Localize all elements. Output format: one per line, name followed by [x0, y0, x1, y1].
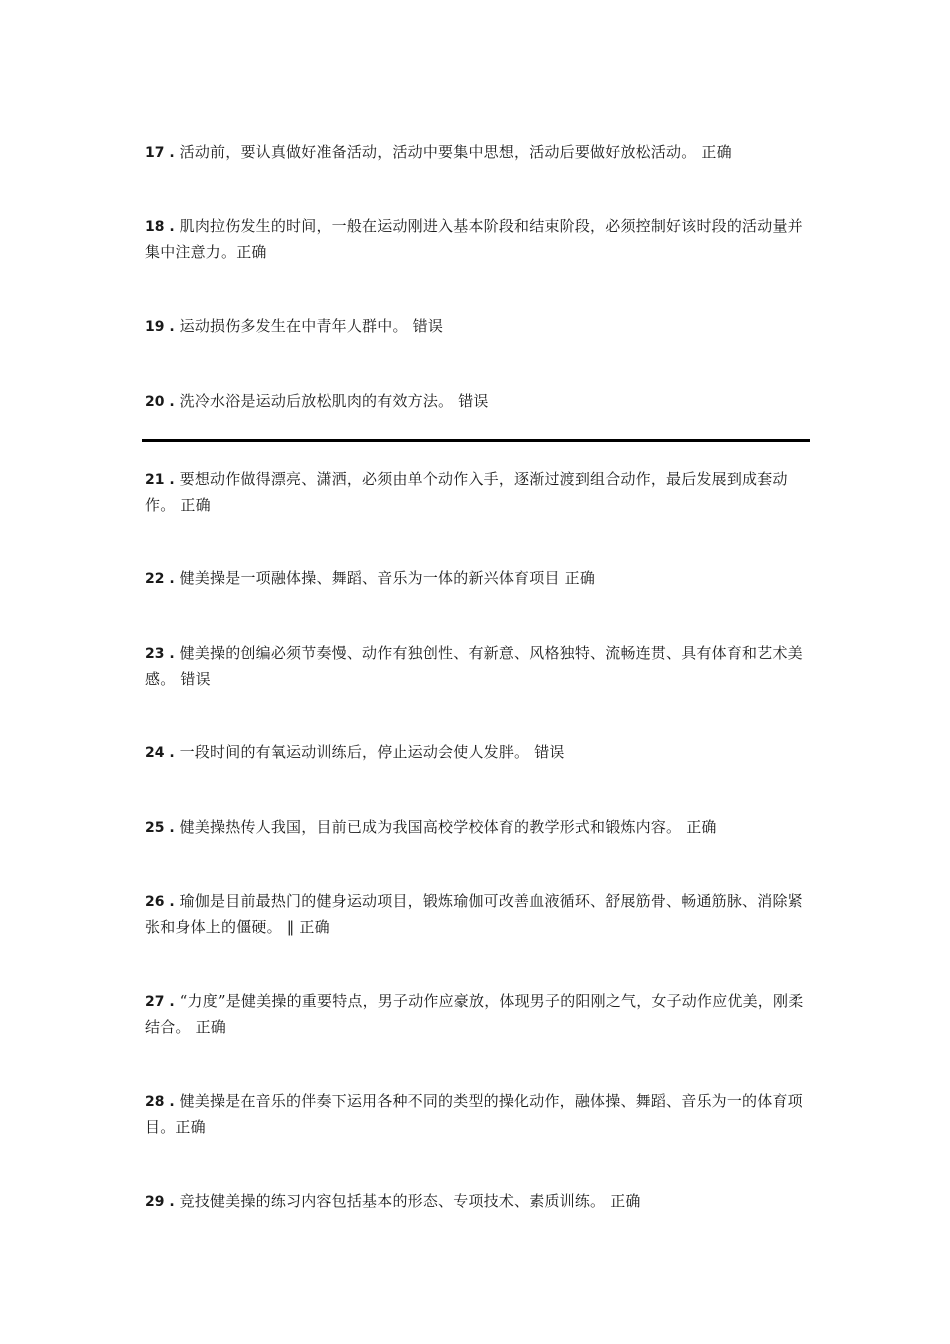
section-divider [142, 439, 810, 442]
question-text: 肌肉拉伤发生的时间，一般在运动刚进入基本阶段和结束阶段，必须控制好该时段的活动量并集中注意力。正确 [145, 217, 803, 261]
question-number: 17 . [145, 145, 175, 161]
question-number: 22 . [145, 571, 175, 587]
question-text: “力度”是健美操的重要特点，男子动作应豪放，体现男子的阳刚之气，女子动作应优美，刚柔结合。 正确 [145, 992, 804, 1036]
question-24 [145, 740, 810, 766]
question-21 [145, 467, 810, 518]
question-text: 健美操是在音乐的伴奏下运用各种不同的类型的操化动作，融体操、舞蹈、音乐为一的体育项目。正确 [145, 1092, 803, 1136]
question-20 [145, 389, 810, 415]
question-text: 要想动作做得漂亮、潇洒，必须由单个动作入手，逐渐过渡到组合动作，最后发展到成套动作。 正确 [145, 470, 788, 514]
question-text: 一段时间的有氧运动训练后，停止运动会使人发胖。 错误 [179, 743, 565, 761]
question-28 [145, 1089, 810, 1140]
question-number: 23 . [145, 646, 175, 662]
question-text: 健美操是一项融体操、舞蹈、音乐为一体的新兴体育项目 正确 [179, 569, 596, 587]
question-text: 运动损伤多发生在中青年人群中。 错误 [179, 317, 444, 335]
question-text: 活动前，要认真做好准备活动，活动中要集中思想，活动后要做好放松活动。 正确 [179, 143, 732, 161]
question-text: 健美操热传人我国，目前已成为我国高校学校体育的教学形式和锻炼内容。 正确 [179, 818, 717, 836]
question-number: 20 . [145, 394, 175, 410]
question-number: 18 . [145, 219, 175, 235]
question-number: 24 . [145, 745, 175, 761]
question-23 [145, 641, 810, 692]
question-text: 瑜伽是目前最热门的健身运动项目，锻炼瑜伽可改善血液循环、舒展筋骨、畅通筋脉、消除紧张和身体上的僵硬。 ‖ 正确 [145, 892, 803, 936]
question-22 [145, 566, 810, 592]
question-text: 健美操的创编必须节奏慢、动作有独创性、有新意、风格独特、流畅连贯、具有体育和艺术美感。 错误 [145, 644, 803, 688]
question-number: 28 . [145, 1094, 175, 1110]
question-number: 25 . [145, 820, 175, 836]
question-29 [145, 1189, 810, 1215]
question-text: 洗冷水浴是运动后放松肌肉的有效方法。 错误 [179, 392, 489, 410]
question-text: 竞技健美操的练习内容包括基本的形态、专项技术、素质训练。 正确 [179, 1192, 641, 1210]
question-number: 29 . [145, 1194, 175, 1210]
question-18 [145, 214, 810, 265]
question-19 [145, 314, 810, 340]
question-number: 19 . [145, 319, 175, 335]
question-number: 27 . [145, 994, 175, 1010]
question-17 [145, 140, 810, 166]
question-25 [145, 815, 810, 841]
question-number: 26 . [145, 894, 175, 910]
question-27 [145, 989, 810, 1040]
question-number: 21 . [145, 472, 175, 488]
question-26 [145, 889, 810, 940]
